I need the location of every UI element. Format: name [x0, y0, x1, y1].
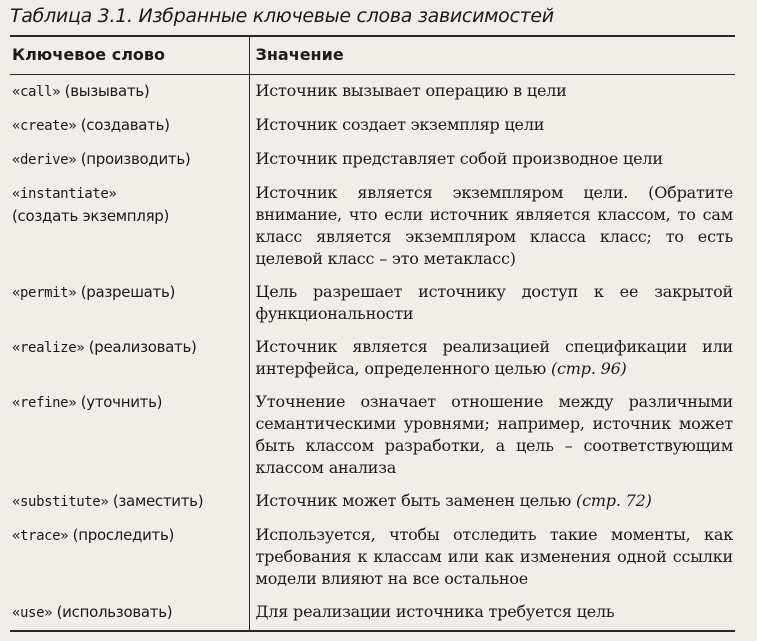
keyword-translation: (вызывать)	[60, 82, 150, 100]
keyword-cell	[10, 331, 249, 386]
keyword-translation: (заместить)	[108, 492, 204, 510]
keyword-code: «derive»	[12, 152, 77, 168]
keyword-code: «refine»	[12, 395, 77, 411]
keyword-cell	[10, 276, 249, 331]
keyword-code: «create»	[12, 118, 77, 134]
table-row	[10, 177, 735, 276]
keyword-translation: (производить)	[76, 150, 191, 168]
keyword-code: «call»	[12, 84, 61, 100]
meaning-cell: Источник представляет собой производное цели	[249, 143, 735, 177]
column-header-keyword: Ключевое слово	[10, 36, 249, 75]
keyword-code: «instantiate»	[12, 186, 117, 202]
meaning-cell: Для реализации источника требуется цель	[249, 596, 735, 631]
keyword-code: «trace»	[12, 528, 69, 544]
keyword-cell	[10, 143, 249, 177]
page-reference: (стр. 72)	[576, 491, 652, 510]
page-reference: (стр. 96)	[551, 359, 627, 378]
keyword-translation: (использовать)	[52, 603, 173, 621]
meaning-cell: Цель разрешает источнику доступ к ее закрытой функциональности	[249, 276, 735, 331]
keyword-translation: (реализовать)	[84, 338, 197, 356]
table-row	[10, 386, 735, 485]
meaning-cell: Используется, чтобы отследить такие моменты, как требования к классам или как изменения одной ссылки модели влияют на все остальное	[249, 519, 735, 596]
table-header-row	[10, 36, 735, 75]
table-row	[10, 519, 735, 596]
meaning-cell	[249, 485, 735, 519]
keyword-code: «substitute»	[12, 494, 109, 510]
keyword-translation: (проследить)	[68, 526, 175, 544]
table-row	[10, 485, 735, 519]
keyword-translation: (уточнить)	[76, 393, 163, 411]
keyword-translation: (разрешать)	[76, 283, 176, 301]
table-caption: Таблица 3.1. Избранные ключевые слова зависимостей	[10, 5, 554, 27]
keyword-cell	[10, 75, 249, 110]
table-row	[10, 143, 735, 177]
meaning-cell: Источник создает экземпляр цели	[249, 109, 735, 143]
keyword-cell	[10, 109, 249, 143]
keyword-cell	[10, 485, 249, 519]
meaning-cell: Уточнение означает отношение между различными семантическими уровнями; например, источник может быть классом разработки, а цель – соответствующим классом анализа	[249, 386, 735, 485]
keyword-cell	[10, 519, 249, 596]
keyword-translation: (создавать)	[76, 116, 170, 134]
table-row	[10, 75, 735, 110]
keyword-cell	[10, 177, 249, 276]
keyword-code: «realize»	[12, 340, 85, 356]
table-row	[10, 109, 735, 143]
keyword-code: «use»	[12, 605, 53, 621]
table-row	[10, 596, 735, 631]
keyword-code: «permit»	[12, 285, 77, 301]
meaning-cell: Источник вызывает операцию в цели	[249, 75, 735, 110]
keyword-cell	[10, 386, 249, 485]
table-row	[10, 331, 735, 386]
column-header-meaning: Значение	[249, 36, 735, 75]
meaning-text: Источник может быть заменен целью	[255, 491, 572, 510]
meaning-cell: Источник является экземпляром цели. (Обратите внимание, что если источник является классом, то сам класс является экземпляром класса класс; то есть целевой класс – это метакласс)	[249, 177, 735, 276]
meaning-text: Источник является реализацией спецификации или интерфейса, определенного целью	[255, 337, 733, 378]
keyword-translation: (создать экземпляр)	[12, 207, 170, 225]
meaning-cell	[249, 331, 735, 386]
keywords-table	[10, 35, 735, 632]
table-row	[10, 276, 735, 331]
keyword-cell	[10, 596, 249, 631]
